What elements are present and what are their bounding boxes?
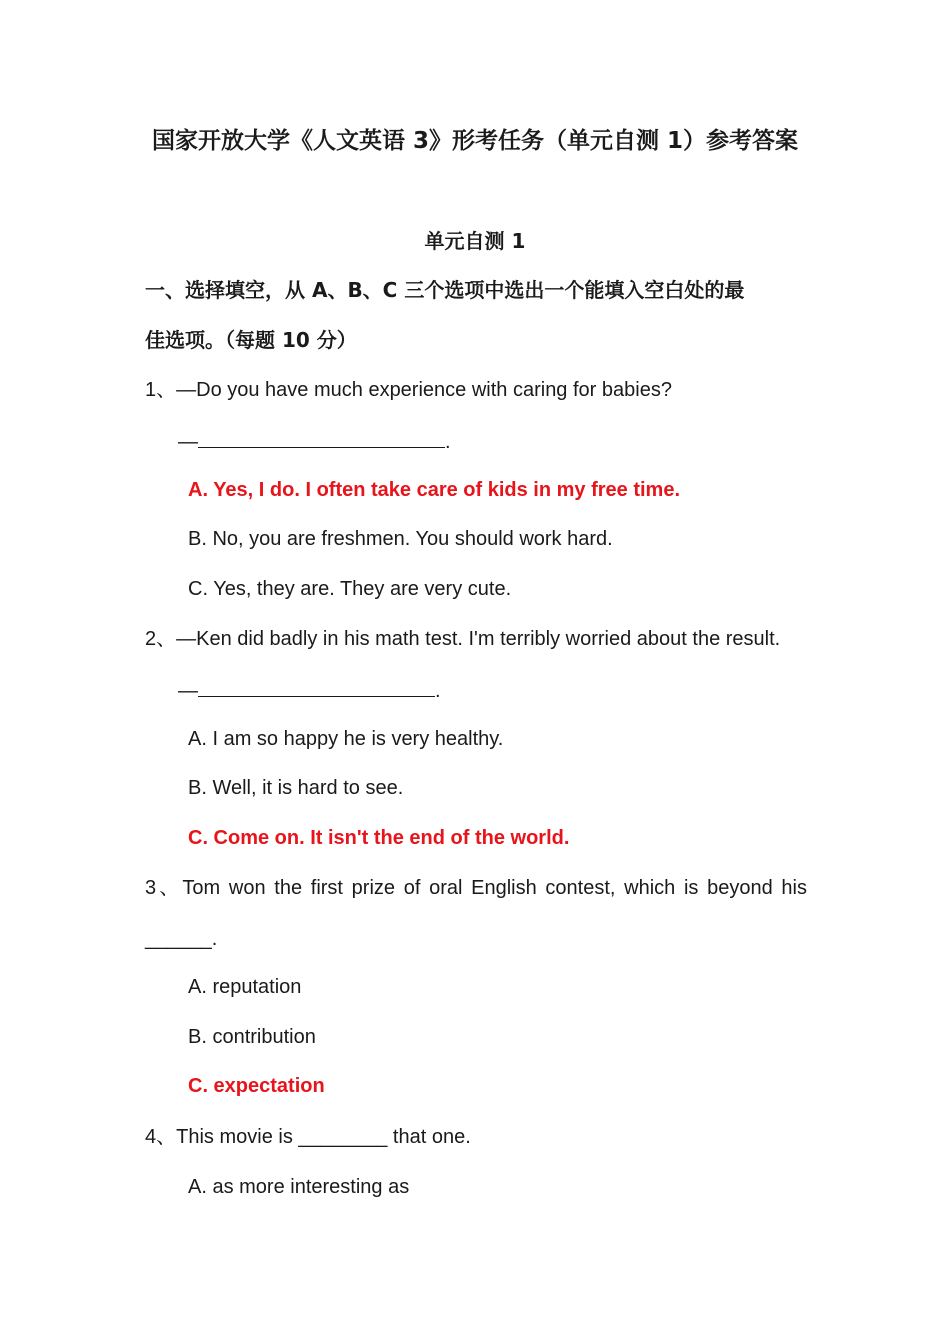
question-1 bbox=[145, 377, 672, 403]
question-number: 3、 bbox=[145, 877, 183, 899]
document-title: 国家开放大学《人文英语 3》形考任务（单元自测 1）参考答案 bbox=[151, 128, 799, 154]
blank-suffix: . bbox=[445, 431, 451, 453]
question-text: —Do you have much experience with caring for babies? bbox=[176, 379, 672, 401]
instruction-line-1: 一、选择填空，从 A、B、C 三个选项中选出一个能填入空白处的最 bbox=[145, 278, 745, 302]
dash-prefix: — bbox=[178, 680, 198, 702]
question-2-option-c: C. Come on. It isn't the end of the world. bbox=[188, 827, 570, 849]
question-3-option-b: B. contribution bbox=[188, 1026, 316, 1048]
question-text-before: This movie is bbox=[176, 1126, 299, 1148]
question-4 bbox=[145, 1124, 471, 1150]
question-2-response-line bbox=[178, 676, 441, 704]
answer-blank bbox=[198, 676, 435, 697]
blank-suffix: . bbox=[211, 928, 218, 950]
blank-suffix: . bbox=[435, 680, 441, 702]
question-number: 2、 bbox=[145, 628, 177, 650]
question-text-after: that one. bbox=[387, 1126, 471, 1148]
question-4-option-a: A. as more interesting as bbox=[188, 1176, 410, 1198]
question-1-option-a: A. Yes, I do. I often take care of kids in my free time. bbox=[188, 479, 681, 501]
question-3-continuation bbox=[145, 926, 217, 952]
dash-prefix: — bbox=[178, 431, 198, 453]
question-text: —Ken did badly in his math test. I'm terribly worried about the result. bbox=[176, 628, 781, 650]
question-2-option-b: B. Well, it is hard to see. bbox=[188, 777, 404, 799]
question-text: Tom won the first prize of oral English contest, which is beyond his bbox=[182, 877, 807, 899]
question-2-option-a: A. I am so happy he is very healthy. bbox=[188, 728, 504, 750]
question-3-option-c: C. expectation bbox=[188, 1075, 325, 1097]
question-number: 1、 bbox=[145, 379, 177, 401]
question-1-option-c: C. Yes, they are. They are very cute. bbox=[188, 578, 512, 600]
section-heading: 单元自测 1 bbox=[424, 229, 526, 253]
answer-blank bbox=[198, 427, 445, 448]
question-1-response-line bbox=[178, 427, 451, 455]
answer-blank: ________ bbox=[298, 1126, 388, 1148]
question-1-option-b: B. No, you are freshmen. You should work hard. bbox=[188, 528, 613, 550]
instruction-line-2: 佳选项。（每题 10 分） bbox=[145, 328, 357, 352]
question-2 bbox=[145, 626, 780, 652]
question-number: 4、 bbox=[145, 1126, 177, 1148]
question-3 bbox=[145, 875, 807, 901]
answer-blank: ______ bbox=[145, 928, 212, 950]
question-3-option-a: A. reputation bbox=[188, 976, 302, 998]
